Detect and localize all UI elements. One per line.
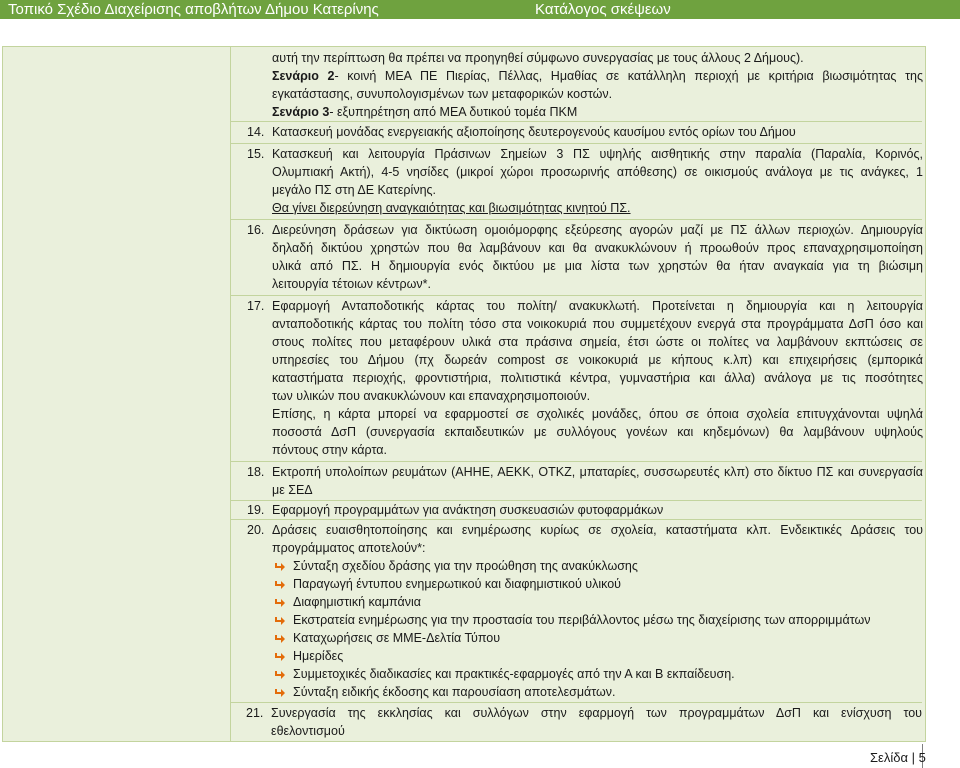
item-17-line-5 [237,369,923,387]
item-16-line-3 [237,257,923,275]
bullet-item [237,683,923,701]
item-text: καταστήματα περιοχής, φροντιστήρια, πολιτιστικά κέντρα, γυμναστήρια και άλλα) ανάλογα με τις ποσότητες [272,371,923,385]
bullet-item [237,629,923,647]
arrow-bullet-icon [274,688,286,699]
item-number: 19. [247,503,265,517]
bullet-text: Σύνταξη σχεδίου δράσης για την προώθηση της ανακύκλωσης [293,559,638,573]
item-text: υλικά από ΠΣ. Η δημιουργία ενός δικτύου με μια λίστα των χρηστών θα ήταν αναγκαία για τη βιώσιμη [272,259,923,273]
arrow-bullet-icon [274,616,286,627]
bullet-text: Σύνταξη ειδικής έκδοσης και παρουσίαση αποτελεσμάτων. [293,685,616,699]
item-17-line-6 [237,387,923,405]
item-text: με ΣΕΔ [272,483,313,497]
row-separator [231,219,922,220]
item-text: πόντους στην κάρτα. [272,443,387,457]
item-17-line-2 [237,315,923,333]
arrow-bullet-icon [274,598,286,609]
bullet-item [237,593,923,611]
item-16-line-4 [237,275,923,293]
page-number: Σελίδα | 5 [870,750,926,765]
item-number: 15. [247,147,265,161]
item-text: προγράμματος αποτελούν*: [272,541,426,555]
item-text: εθελοντισμού [271,724,345,738]
item-17-line-4 [237,351,923,369]
scenario-2-label: Σενάριο 2 [272,69,335,83]
item-text: ποσοστά ΔσΠ (συνεργασία εκπαιδευτικών με συλλόγους γονέων και κηδεμόνων) θα λαμβάνουν υψηλούς [272,425,923,439]
item-text: Κατασκευή μονάδας ενεργειακής αξιοποίησης δευτερογενούς καυσίμου εντός ορίων του Δήμου [272,125,796,139]
item-text: Συνεργασία της εκκλησίας και συλλόγων στην εφαρμογή των προγραμμάτων ΔσΠ και ενίσχυση του [271,706,922,720]
row-separator [231,702,922,703]
page-header [0,0,960,19]
bullet-item [237,665,923,683]
item-text: δηλαδή δικτύου χρηστών που θα λαμβάνουν και θα ανακυκλώνουν ή προωθούν προς επαναχρησιμοποίηση [272,241,923,255]
bullet-text: Ημερίδες [293,649,344,663]
item-15-line-3 [237,181,923,199]
item-17 [237,297,923,315]
row-separator [231,295,922,296]
arrow-bullet-icon [274,562,286,573]
item-number: 17. [247,299,265,313]
item-21-line-2 [236,722,922,740]
arrow-bullet-icon [274,580,286,591]
scenario-3-label: Σενάριο 3 [272,105,330,119]
item-text: στους πολίτες που μεταφέρουν υλικά στα πράσινα σημεία, έτσι ώστε οι πολίτες να λαμβάνουν εκπτώσεις σε [272,335,923,349]
bullet-text: Συμμετοχικές διαδικασίες και πρακτικές-εφαρμογές από την Α και Β εκπαίδευση. [293,667,735,681]
scenario-2-line-2 [237,85,923,103]
scenario-3-line [237,103,923,121]
row-separator [231,143,922,144]
item-21 [236,704,922,722]
content-table [2,46,926,742]
item-number: 16. [247,223,265,237]
bullet-text: Εκστρατεία ενημέρωσης για την προστασία του περιβάλλοντος μέσω της διαχείρισης των απορριμμάτων [293,613,871,627]
table-left-column [3,47,231,741]
item-19 [237,501,923,519]
item-text: Εφαρμογή προγραμμάτων για ανάκτηση συσκευασιών φυτοφαρμάκων [272,503,664,517]
item-15-line-2 [237,163,923,181]
item-15-line-4 [237,199,923,217]
item-number: 14. [247,125,265,139]
scenario-3-text: - εξυπηρέτηση από ΜΕΑ δυτικού τομέα ΠΚΜ [329,105,578,119]
item-text-underlined: Θα γίνει διερεύνηση αναγκαιότητας και βιωσιμότητας κινητού ΠΣ. [272,201,631,215]
item-text: Ολυμπιακή Ακτή), 4-5 νησίδες (μικροί χώροι προσωρινής απόθεσης) σε οικισμούς ανάλογα με τις ανάγκες, 1 [272,165,923,179]
item-text: Επίσης, η κάρτα μπορεί να εφαρμοστεί σε σχολικές μονάδες, όπου σε όποια σχολεία επιτυγχάνονται υψηλά [272,407,923,421]
item-number: 20. [247,523,265,537]
bullet-text: Καταχωρήσεις σε ΜΜΕ-Δελτία Τύπου [293,631,501,645]
scenario-2-text: - κοινή ΜΕΑ ΠΕ Πιερίας, Πέλλας, Ημαθίας σε κατάλληλη περιοχή με κριτήρια βιωσιμότητας της [334,69,923,83]
bullet-item [237,647,923,665]
item-text: των υλικών που ανακυκλώνουν και επαναχρησιμοποιούν. [272,389,591,403]
intro-text: αυτή την περίπτωση θα πρέπει να προηγηθεί σύμφωνο συνεργασίας με τους άλλους 2 Δήμους). [272,51,804,65]
item-17-line-3 [237,333,923,351]
item-17-line-7 [237,405,923,423]
item-15 [237,145,923,163]
item-number: 18. [247,465,265,479]
intro-line-1 [237,49,923,67]
item-text: Κατασκευή και λειτουργία Πράσινων Σημείων 3 ΠΣ υψηλής αισθητικής στην παραλία (Παραλία, Κορινός, [272,147,923,161]
document-title: Τοπικό Σχέδιο Διαχείρισης αποβλήτων Δήμου Κατερίνης [8,1,379,18]
item-number: 21. [246,706,264,720]
item-text: Εκτροπή υπολοίπων ρευμάτων (ΑΗΗΕ, ΑΕΚΚ, ΟΤΚΖ, μπαταρίες, συσσωρευτές κλπ) στο δίκτυο ΠΣ και συνεργασία [272,465,923,479]
row-separator [231,519,922,520]
bullet-item [237,611,923,629]
item-text: υπηρεσίες του Δήμου (πχ δωρεάν compost σε νοικοκυριά με κήπους κ.λπ) και επιχειρήσεις (εμπορικά [272,353,923,367]
scenario-2-line-1 [237,67,923,85]
item-14 [237,123,923,141]
bullet-text: Παραγωγή έντυπου ενημερωτικού και διαφημιστικού υλικού [293,577,622,591]
scenario-2-text-cont: εγκατάστασης, συνυπολογισμένων των μεταφορικών κοστών. [272,87,613,101]
item-text: Δράσεις ευαισθητοποίησης και ενημέρωσης κυρίως σε σχολεία, καταστήματα κλπ. Ενδεικτικές Δράσεις του [272,523,923,537]
item-text: μεγάλο ΠΣ στη ΔΕ Κατερίνης. [272,183,437,197]
item-text: Εφαρμογή Ανταποδοτικής κάρτας του πολίτη/ ανακυκλωτή. Προτείνεται η δημιουργία και η λειτουργία [272,299,923,313]
row-separator [231,461,922,462]
bullet-text: Διαφημιστική καμπάνια [293,595,421,609]
item-17-line-8 [237,423,923,441]
item-text: ανταποδοτικής κάρτας του πολίτη τόσο στα νοικοκυριά που συμμετέχουν ενεργά στα προγράμματα ΔσΠ όσο και [272,317,923,331]
item-16-line-2 [237,239,923,257]
row-separator [231,121,922,122]
item-20-line-2 [237,539,923,557]
item-16 [237,221,923,239]
item-18-line-2 [237,481,923,499]
section-title: Κατάλογος σκέψεων [535,1,671,18]
item-text: Διερεύνηση δράσεων για δικτύωση ομοιόμορφης εξεύρεσης αγορών μαζί με ΠΣ άλλων περιοχών. Δημιουργία [272,223,923,237]
item-18 [237,463,923,481]
arrow-bullet-icon [274,634,286,645]
arrow-bullet-icon [274,670,286,681]
bullet-item [237,557,923,575]
arrow-bullet-icon [274,652,286,663]
bullet-item [237,575,923,593]
item-17-line-9 [237,441,923,459]
item-text: λειτουργία τέτοιων κέντρων*. [272,277,431,291]
item-20 [237,521,923,539]
